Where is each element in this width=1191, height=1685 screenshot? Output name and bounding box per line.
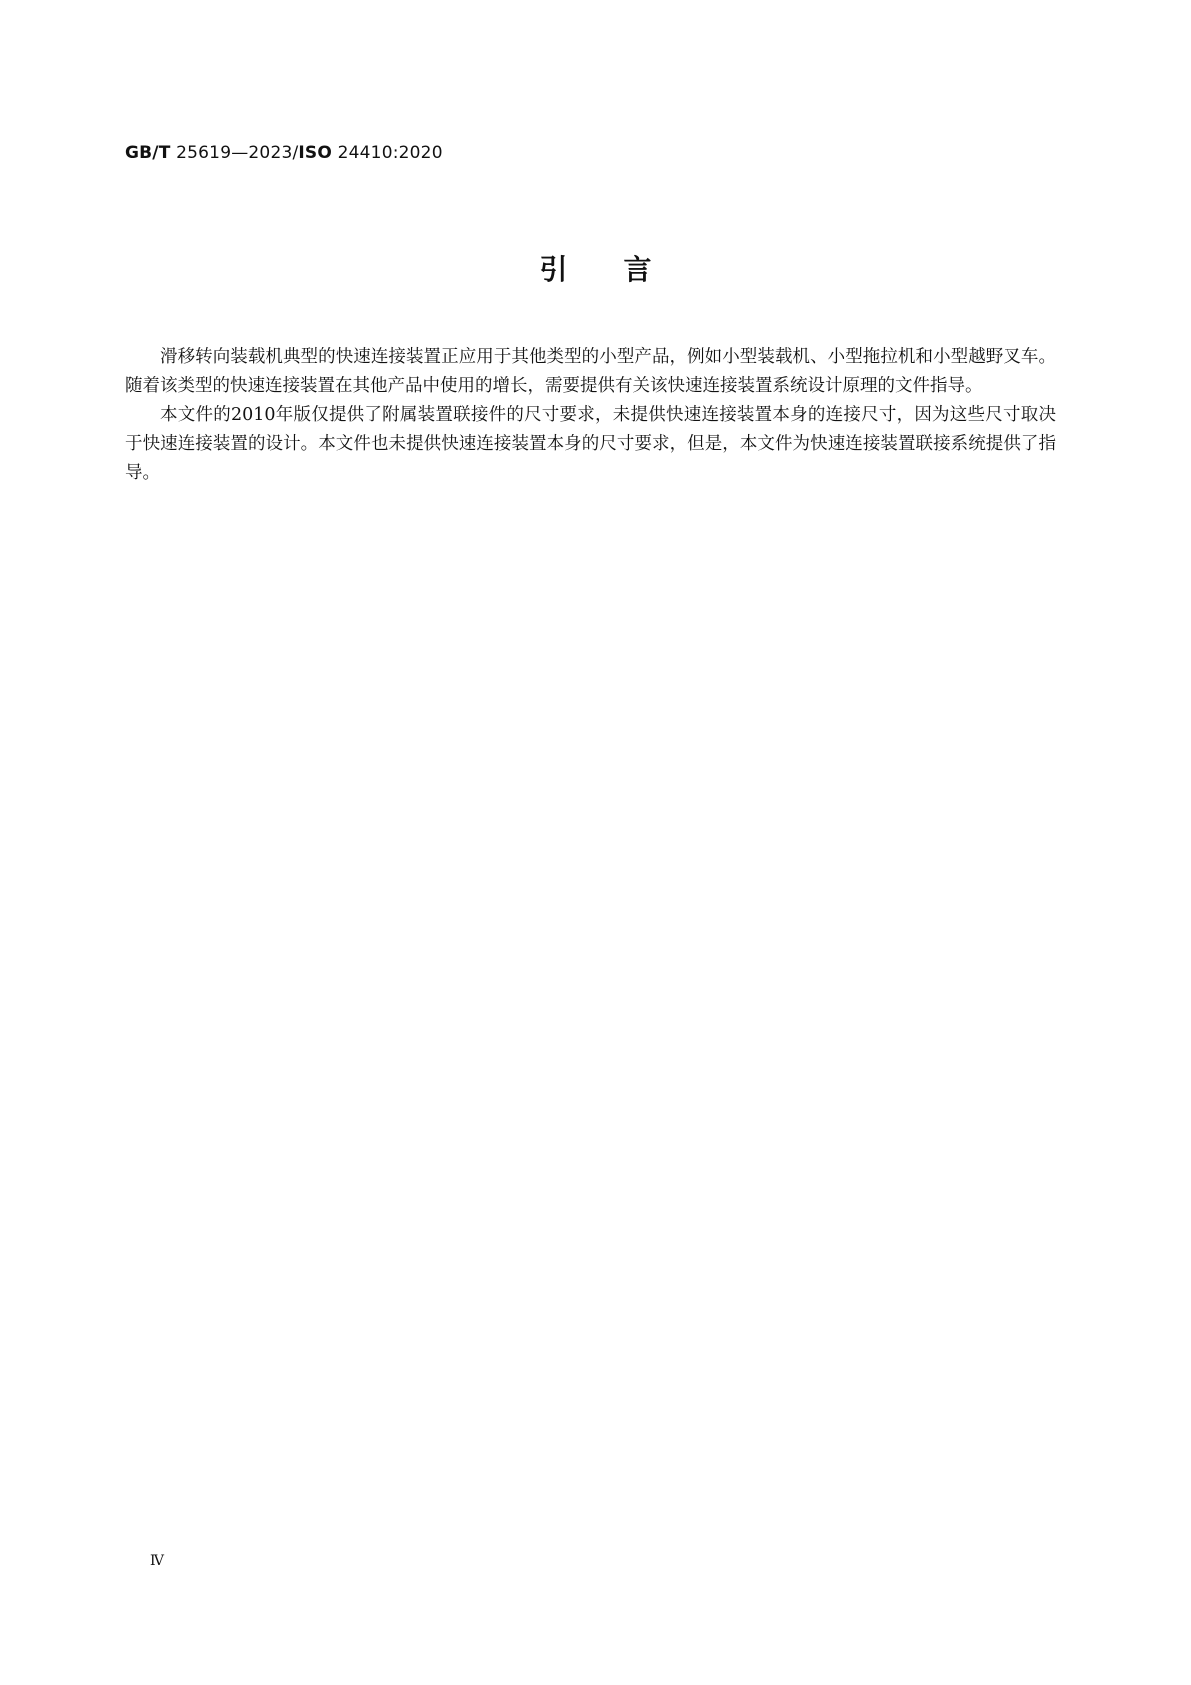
standard-prefix-gb: GB/T xyxy=(125,143,171,163)
introduction-body xyxy=(125,343,1056,488)
standard-number-iso: 24410:2020 xyxy=(332,143,443,163)
standard-prefix-iso: ISO xyxy=(298,143,333,163)
paragraph-2: 本文件的2010年版仅提供了附属装置联接件的尺寸要求，未提供快速连接装置本身的连接尺寸，因为这些尺寸取决于快速连接装置的设计。本文件也未提供快速连接装置本身的尺寸要求，但是，本文件为快速连接装置联接系统提供了指导。 xyxy=(125,405,1056,483)
page-number: Ⅳ xyxy=(150,1553,164,1569)
page-title: 引言 xyxy=(539,253,708,286)
standard-number-header xyxy=(125,143,443,163)
standard-number-gb: 25619—2023/ xyxy=(170,143,299,163)
paragraph-1: 滑移转向装载机典型的快速连接装置正应用于其他类型的小型产品，例如小型装载机、小型拖拉机和小型越野叉车。随着该类型的快速连接装置在其他产品中使用的增长，需要提供有关该快速连接装置系统设计原理的文件指导。 xyxy=(125,347,1056,396)
